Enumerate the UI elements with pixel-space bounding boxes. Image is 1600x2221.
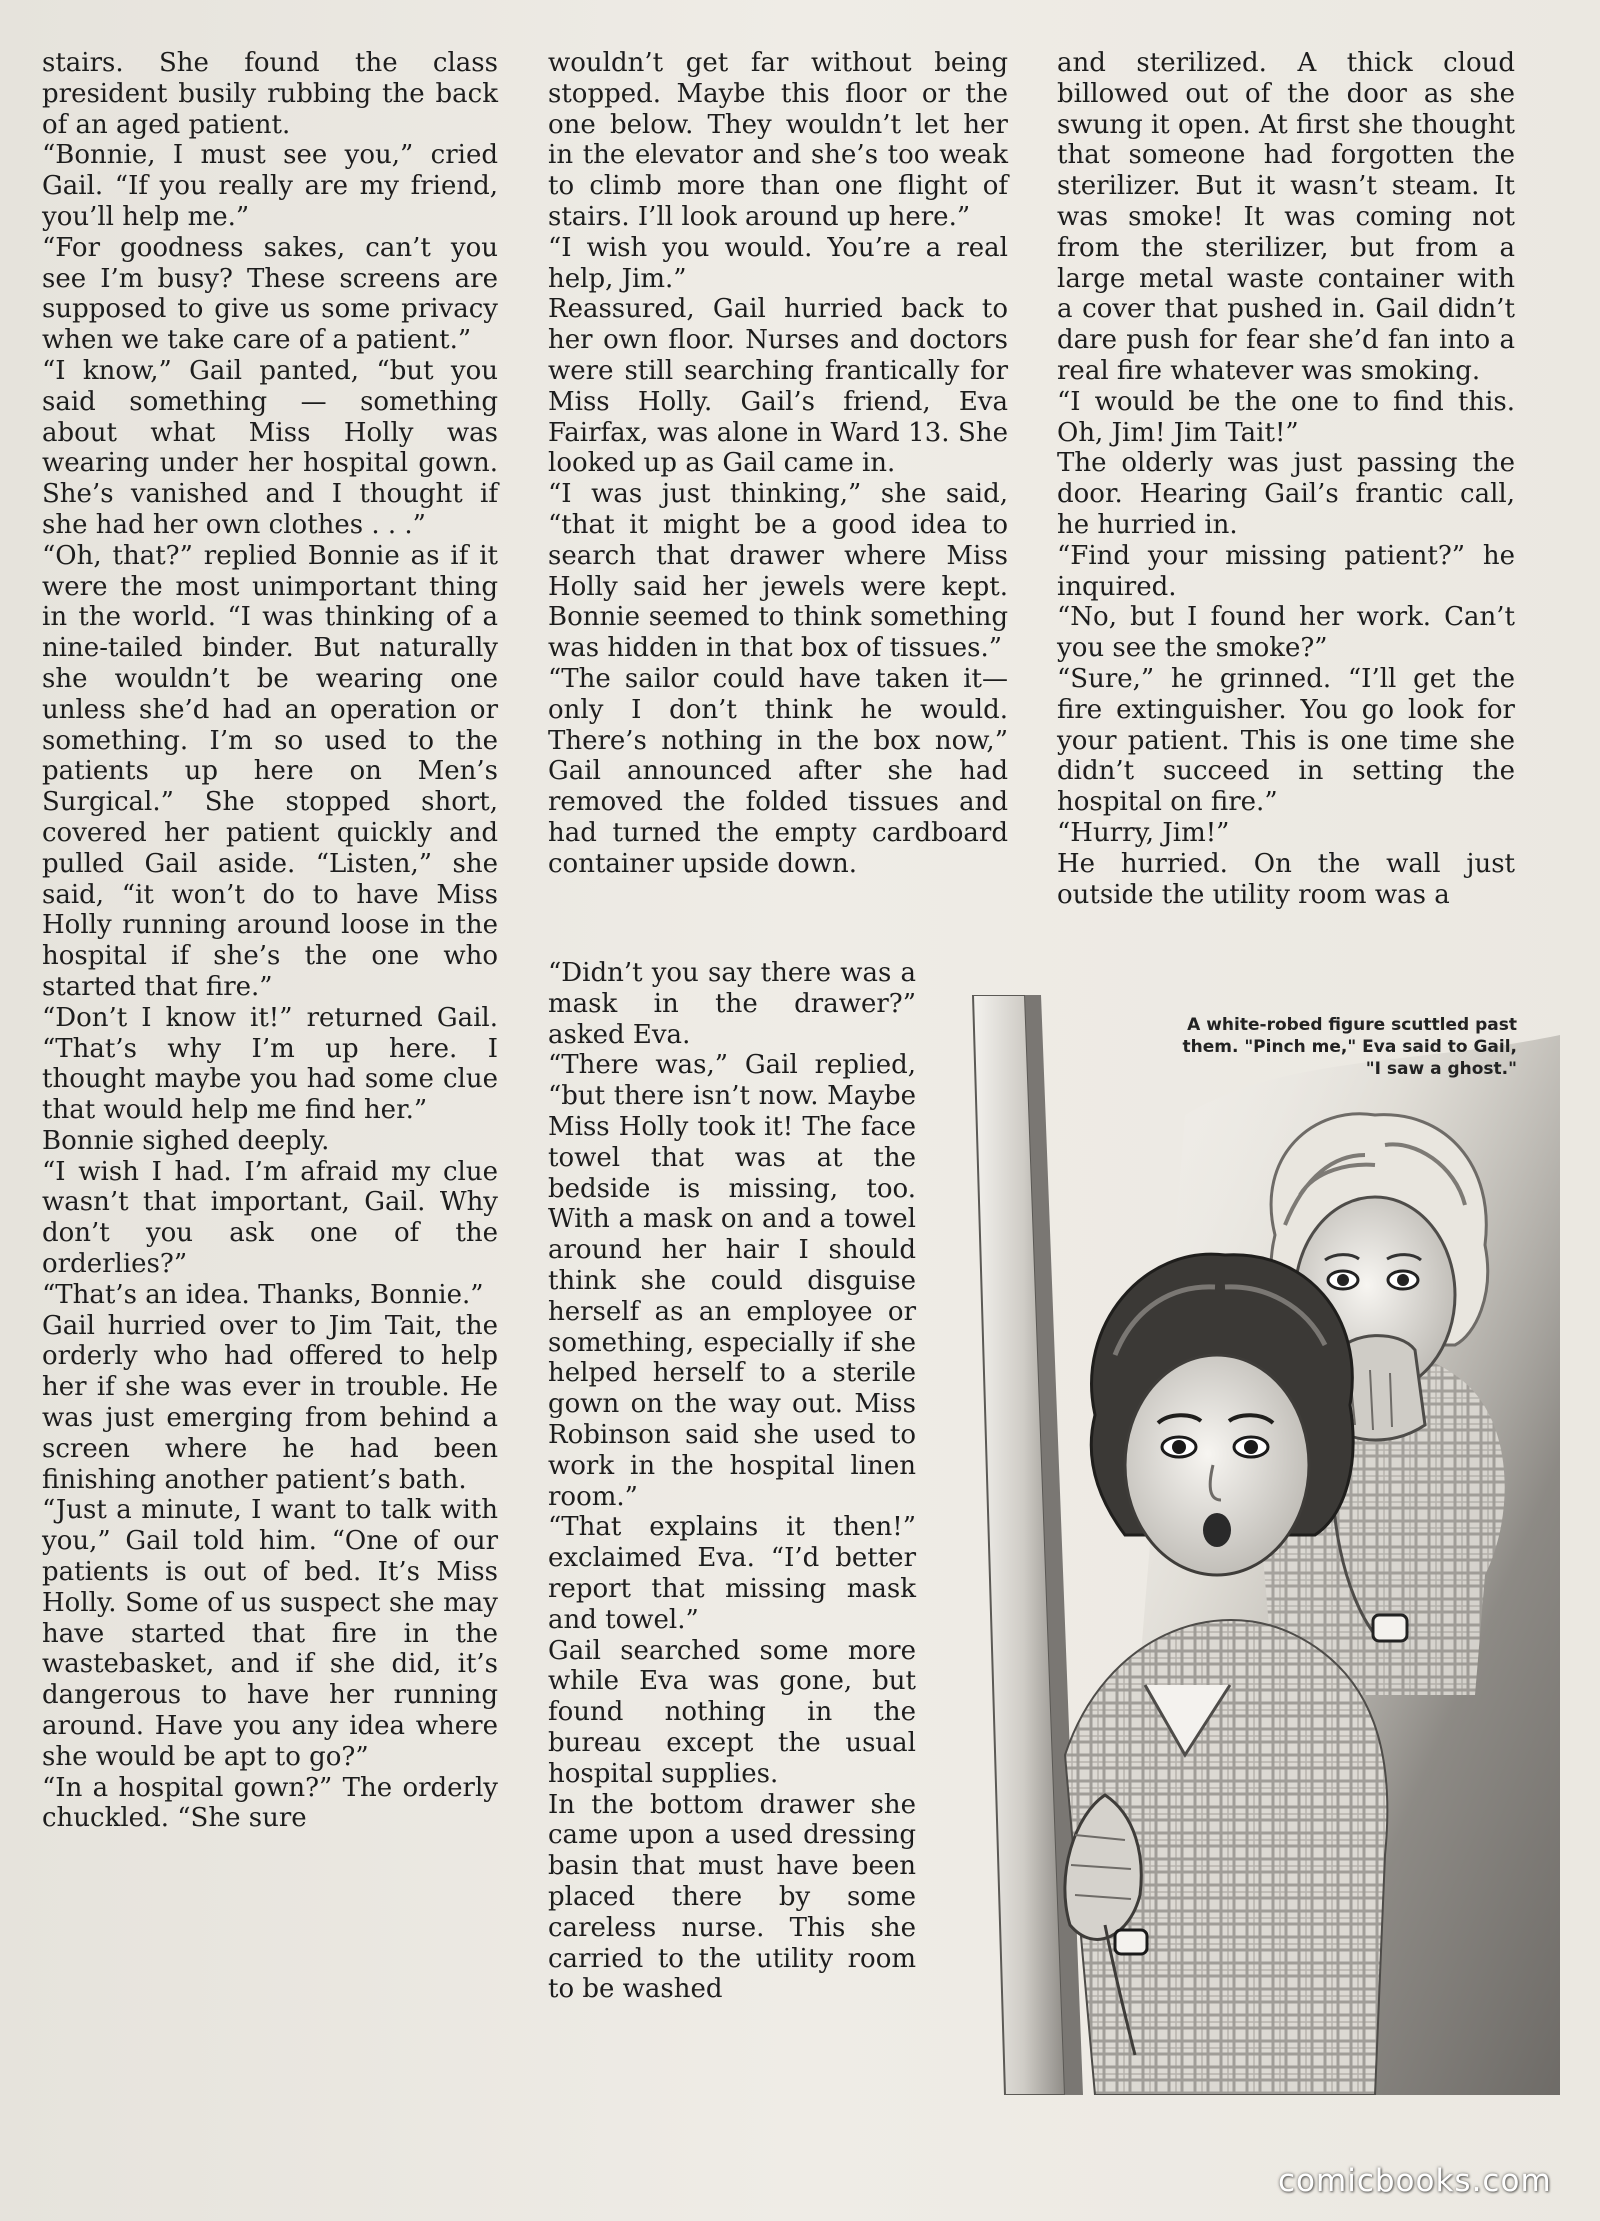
paragraph: “I would be the one to find this. Oh, Jim! Jim Tait!”: [1057, 386, 1515, 448]
paragraph: “Oh, that?” replied Bonnie as if it were the most unimportant thing in the world. “I was thinking of a nine-tailed binder. But naturally she wouldn’t be wearing one unless she’d had an operation or something. I’m so used to the patients up here on Men’s Surgical.” She stopped short, covered her patient quickly and pulled Gail aside. “Listen,” she said, “it won’t do to have Miss Holly running around loose in the hospital if she’s the one who started that fire.”: [42, 540, 498, 1002]
paragraph: Bonnie sighed deeply.: [42, 1125, 330, 1156]
paragraph: “Didn’t you say there was a mask in the drawer?” asked Eva.: [548, 958, 916, 1050]
open-mouth: [1203, 1513, 1231, 1547]
wristwatch: [1115, 1930, 1147, 1954]
paragraph: “The sailor could have taken it—only I don’t think he would. There’s nothing in the box now,” Gail announced after she had removed the folded tissues and had turned the empty cardboard container upside down.: [548, 663, 1008, 879]
text-column-2-bottom: [548, 958, 916, 2005]
paragraph: and sterilized. A thick cloud billowed out of the door as she swung it open. At first she thought that someone had forgotten the sterilizer. But it wasn’t steam. It was smoke! It was coming not from the sterilizer, but from a large metal waste container with a cover that pushed in. Gail didn’t dare push for fear she’d fan into a real fire whatever was smoking.: [1057, 48, 1516, 386]
paragraph: “For goodness sakes, can’t you see I’m busy? These screens are supposed to give us some privacy when we take care of a patient.”: [42, 232, 498, 356]
paragraph: “In a hospital gown?” The orderly chuckled. “She sure: [42, 1772, 498, 1834]
paragraph: “Just a minute, I want to talk with you,” Gail told him. “One of our patients is out of bed. It’s Miss Holly. Some of us suspect she may have started that fire in the wastebasket, and if she did, it’s dangerous to have her running around. Have you any idea where she would be apt to go?”: [42, 1495, 498, 1772]
paragraph: “That explains it then!” exclaimed Eva. “I’d better report that missing mask and towel.”: [548, 1512, 916, 1635]
paragraph: In the bottom drawer she came upon a used dressing basin that must have been placed there by some careless nurse. This she carried to the utility room to be washed: [548, 1789, 916, 2005]
illustration-two-nurses: [955, 995, 1560, 2095]
paragraph: “Sure,” he grinned. “I’ll get the fire extinguisher. You go look for your patient. This is one time she didn’t succeed in setting the hospital on fire.”: [1057, 663, 1515, 818]
wristwatch: [1373, 1615, 1407, 1641]
text-column-2-top: [548, 48, 1008, 880]
paragraph: “Find your missing patient?” he inquired.: [1057, 540, 1515, 602]
paragraph: He hurried. On the wall just outside the utility room was a: [1057, 848, 1515, 910]
paragraph: Gail hurried over to Jim Tait, the orderly who had offered to help her if she was ever in trouble. He was just emerging from behind a screen where he had been finishing another patient’s bath.: [42, 1310, 498, 1495]
paragraph: wouldn’t get far without being stopped. Maybe this floor or the one below. They wouldn’t let her in the elevator and she’s too weak to climb more than one flight of stairs. I’ll look around up here.”: [548, 48, 1008, 232]
paragraph: “I wish you would. You’re a real help, Jim.”: [548, 232, 1008, 294]
paragraph: stairs. She found the class president busily rubbing the back of an aged patient.: [42, 48, 498, 140]
text-column-1: [42, 48, 498, 1834]
paragraph: “That’s an idea. Thanks, Bonnie.”: [42, 1279, 484, 1310]
illustration-caption: A white-robed figure scuttled past them. "Pinch me," Eva said to Gail, "I saw a ghost.": [1182, 1015, 1517, 1079]
paragraph: “Don’t I know it!” returned Gail. “That’s why I’m up here. I thought maybe you had some clue that would help me find her.”: [42, 1002, 498, 1126]
nurse-front: [1065, 1254, 1387, 2095]
paragraph: “I wish I had. I’m afraid my clue wasn’t that important, Gail. Why don’t you ask one of the orderlies?”: [42, 1156, 498, 1280]
paragraph: “There was,” Gail replied, “but there isn’t now. Maybe Miss Holly took it! The face towel that was at the bedside is missing, too. With a mask on and a towel around her hair I should think she could disguise herself as an employee or something, especially if she helped herself to a sterile gown on the way out. Miss Robinson said she used to work in the hospital linen room.”: [548, 1050, 916, 1512]
paragraph: “Bonnie, I must see you,” cried Gail. “If you really are my friend, you’ll help me.”: [42, 140, 498, 232]
paragraph: Reassured, Gail hurried back to her own floor. Nurses and doctors were still searching frantically for Miss Holly. Gail’s friend, Eva Fairfax, was alone in Ward 13. She looked up as Gail came in.: [548, 294, 1008, 479]
paragraph: Gail searched some more while Eva was gone, but found nothing in the bureau except the usual hospital supplies.: [548, 1635, 916, 1789]
paragraph: “Hurry, Jim!”: [1057, 817, 1230, 848]
paragraph: The olderly was just passing the door. Hearing Gail’s frantic call, he hurried in.: [1057, 448, 1515, 540]
paragraph: “I was just thinking,” she said, “that it might be a good idea to search that drawer where Miss Holly said her jewels were kept. Bonnie seemed to think something was hidden in that box of tissues.”: [548, 479, 1008, 664]
watermark: comicbooks.com: [1278, 2163, 1552, 2199]
paragraph: “I know,” Gail panted, “but you said something — something about what Miss Holly was wearing under her hospital gown. She’s vanished and I thought if she had her own clothes . . .”: [42, 355, 498, 540]
text-column-3: [1057, 48, 1515, 910]
paragraph: “No, but I found her work. Can’t you see the smoke?”: [1057, 602, 1515, 664]
